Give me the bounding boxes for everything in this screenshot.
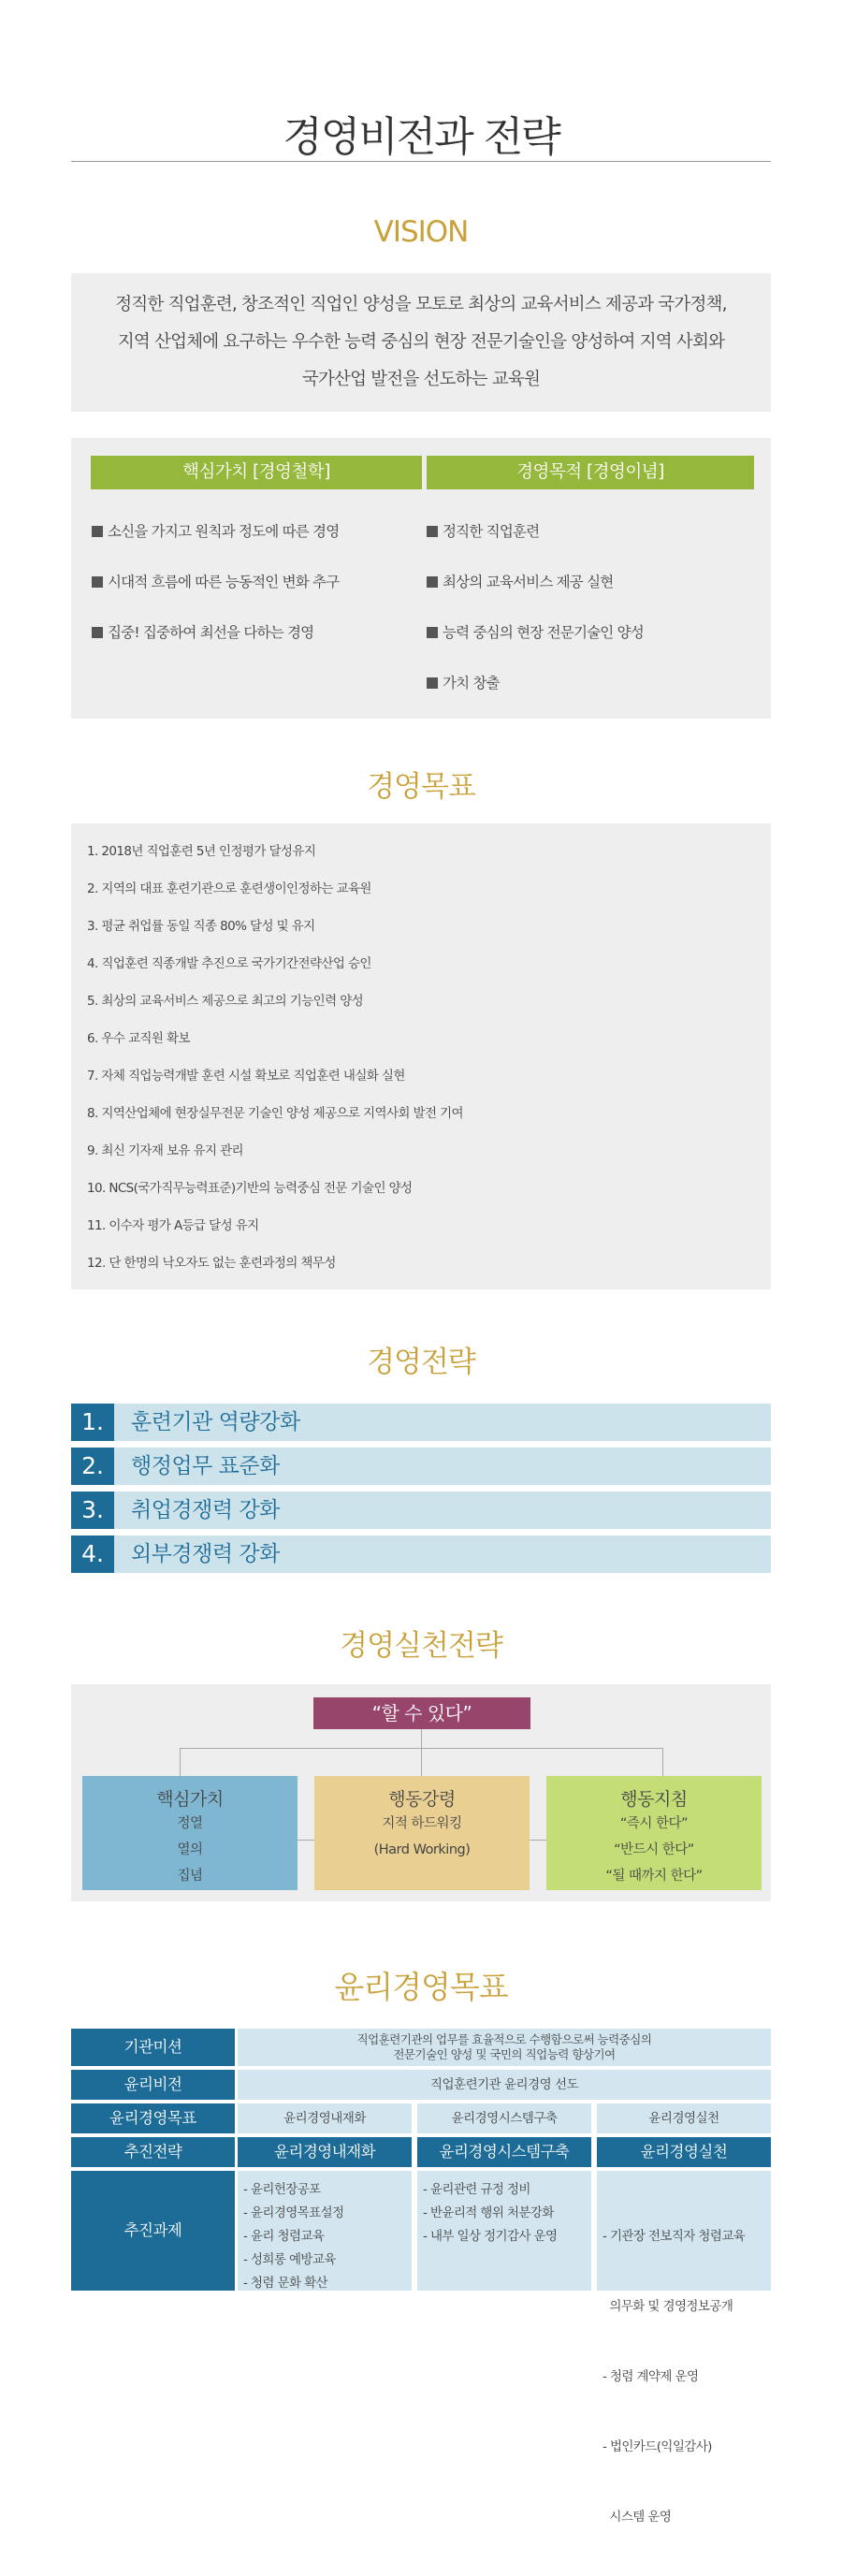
ethics-vision-text: 직업훈련기관 윤리경영 선도: [238, 2070, 771, 2100]
core-value-item: 소신을 가지고 원칙과 정도에 따른 경영: [92, 520, 339, 541]
vision-heading: VISION: [373, 215, 469, 249]
purpose-item: 최상의 교육서비스 제공 실현: [427, 571, 613, 591]
goal-item: 11. 이수자 평가 A등급 달성 유지: [87, 1218, 259, 1233]
connector-line: [298, 1840, 314, 1841]
vision-line: 지역 산업체에 요구하는 우수한 능력 중심의 현장 전문기술인을 양성하여 지역 사회와: [117, 332, 725, 352]
code-of-conduct-line: 지적 하드워킹: [382, 1816, 462, 1831]
strategy-number: 2.: [71, 1448, 114, 1485]
purpose-item: 가치 창출: [427, 672, 500, 692]
task-item: - 청렴 문화 확산: [243, 2276, 327, 2291]
task-item: - 윤리 청렴교육: [243, 2229, 325, 2244]
connector-line: [421, 1748, 422, 1776]
square-bullet-icon: [92, 576, 103, 588]
goal-item: 9. 최신 기자재 보유 유지 관리: [87, 1143, 243, 1158]
ethics-goal-col: 윤리경영시스템구축: [417, 2103, 591, 2133]
connector-line: [662, 1748, 663, 1776]
ethics-strategy-col: 윤리경영내재화: [238, 2137, 412, 2167]
mission-line: 직업훈련기관의 업무를 효율적으로 수행함으로써 능력중심의: [356, 2032, 652, 2046]
connector-line: [421, 1729, 422, 1749]
core-value-line: 열의: [177, 1842, 203, 1857]
strategy-number: 4.: [71, 1535, 114, 1573]
goal-item: 10. NCS(국가직무능력표준)기반의 능력중심 전문 기술인 양성: [87, 1181, 413, 1196]
square-bullet-icon: [427, 677, 438, 689]
ethics-task-list: [238, 2171, 412, 2291]
goal-item: 3. 평균 취업률 동일 직종 80% 달성 및 유지: [87, 919, 315, 934]
connector-line: [530, 1840, 546, 1841]
core-value-item: 시대적 흐름에 따른 능동적인 변화 추구: [92, 571, 339, 591]
ethics-mission-text: [238, 2029, 771, 2066]
strategy-text: 취업경쟁력 강화: [131, 1498, 280, 1522]
vision-line: 국가산업 발전을 선도하는 교육원: [301, 370, 541, 389]
strategy-item: [71, 1492, 771, 1529]
strategy-heading: 경영전략: [367, 1346, 475, 1379]
core-value-title: 핵심가치: [156, 1789, 224, 1810]
task-item: - 윤리경영목표설정: [243, 2205, 344, 2220]
task-item: 시스템 운영: [602, 2510, 672, 2525]
can-do-slogan: “할 수 있다”: [313, 1697, 530, 1729]
ethics-goal-col: 윤리경영실천: [597, 2103, 771, 2133]
goal-item: 1. 2018년 직업훈련 5년 인정평가 달성유지: [87, 844, 316, 859]
ethics-goal-col: 윤리경영내재화: [238, 2103, 412, 2133]
goal-item: 6. 우수 교직원 확보: [87, 1031, 190, 1046]
goal-item: 8. 지역산업체에 현장실무전문 기술인 양성 제공으로 지역사회 발전 기여: [87, 1106, 463, 1121]
task-item: - 기관장 전보직자 청렴교육: [602, 2229, 746, 2244]
task-item: - 반윤리적 행위 처분강화: [423, 2205, 554, 2220]
vision-line: 정직한 직업훈련, 창조적인 직업인 양성을 모토로 최상의 교육서비스 제공과 국가정책,: [115, 295, 727, 314]
goal-item: 5. 최상의 교육서비스 제공으로 최고의 기능인력 양성: [87, 994, 364, 1009]
ethics-tasks-label: 추진과제: [71, 2171, 235, 2291]
strategy-item: [71, 1404, 771, 1441]
page-title: 경영비전과 전략: [283, 113, 559, 161]
mission-line: 전문기술인 양성 및 국민의 직업능력 향상기여: [393, 2047, 616, 2061]
code-of-conduct-title: 행동강령: [388, 1789, 456, 1810]
strategy-item: [71, 1535, 771, 1573]
strategy-text: 외부경쟁력 강화: [131, 1542, 280, 1566]
action-guide-line: “즉시 한다”: [619, 1816, 689, 1831]
square-bullet-icon: [92, 526, 103, 537]
square-bullet-icon: [427, 526, 438, 537]
square-bullet-icon: [92, 627, 103, 638]
task-item: - 윤리관련 규정 정비: [423, 2182, 530, 2197]
action-guide-title: 행동지침: [620, 1789, 688, 1810]
code-of-conduct-line: (Hard Working): [373, 1842, 471, 1857]
connector-line: [180, 1748, 181, 1776]
task-item: 의무화 및 경영정보공개: [602, 2299, 733, 2314]
strategy-item: [71, 1448, 771, 1485]
task-item: - 윤리헌장공포: [243, 2182, 321, 2197]
task-item: - 내부 일상 정기감사 운영: [423, 2229, 558, 2244]
action-guide-line: “반드시 한다”: [614, 1842, 694, 1857]
core-value-box: [82, 1776, 298, 1890]
title-divider: [71, 161, 771, 162]
purpose-item: 정직한 직업훈련: [427, 520, 539, 541]
ethics-task-list: [417, 2171, 591, 2291]
goal-item: 2. 지역의 대표 훈련기관으로 훈련생이인정하는 교육원: [87, 881, 371, 896]
action-guide-box: [546, 1776, 762, 1890]
goals-heading: 경영목표: [367, 770, 475, 804]
core-value-item: 집중! 집중하여 최선을 다하는 경영: [92, 621, 313, 642]
vision-statement: [71, 273, 771, 412]
core-value-line: 집념: [177, 1869, 203, 1884]
strategy-text: 훈련기관 역량강화: [131, 1410, 300, 1434]
action-guide-line: “될 때까지 한다”: [605, 1869, 703, 1884]
ethics-task-list: [597, 2171, 771, 2525]
square-bullet-icon: [427, 576, 438, 588]
goal-item: 4. 직업훈련 직종개발 추진으로 국가기간전략산업 승인: [87, 956, 371, 971]
ethics-strategy-label: 추진전략: [71, 2137, 235, 2167]
ethics-strategy-col: 윤리경영실천: [597, 2137, 771, 2167]
ethics-mission-label: 기관미션: [71, 2029, 235, 2066]
task-item: - 법인카드(익일감사): [602, 2439, 712, 2454]
ethics-goal-label: 윤리경영목표: [71, 2103, 235, 2133]
ethics-vision-label: 윤리비전: [71, 2070, 235, 2100]
goal-item: 7. 자체 직업능력개발 훈련 시설 확보로 직업훈련 내실화 실현: [87, 1069, 405, 1084]
strategy-number: 3.: [71, 1492, 114, 1529]
task-item: - 성희롱 예방교육: [243, 2252, 336, 2267]
goal-item: 12. 단 한명의 낙오자도 없는 훈련과정의 책무성: [87, 1256, 336, 1271]
ethics-strategy-col: 윤리경영시스템구축: [417, 2137, 591, 2167]
practice-heading: 경영실천전략: [340, 1629, 502, 1663]
management-purpose-title: 경영목적 [경영이념]: [427, 456, 754, 489]
purpose-item: 능력 중심의 현장 전문기술인 양성: [427, 621, 644, 642]
strategy-text: 행정업무 표준화: [131, 1454, 280, 1478]
strategy-number: 1.: [71, 1404, 114, 1441]
ethics-heading: 윤리경영목표: [334, 1969, 508, 2005]
code-of-conduct-box: [314, 1776, 530, 1890]
core-values-title: 핵심가치 [경영철학]: [91, 456, 422, 489]
task-item: - 청렴 계약제 운영: [602, 2369, 699, 2384]
square-bullet-icon: [427, 627, 438, 638]
core-value-line: 정열: [177, 1816, 203, 1831]
